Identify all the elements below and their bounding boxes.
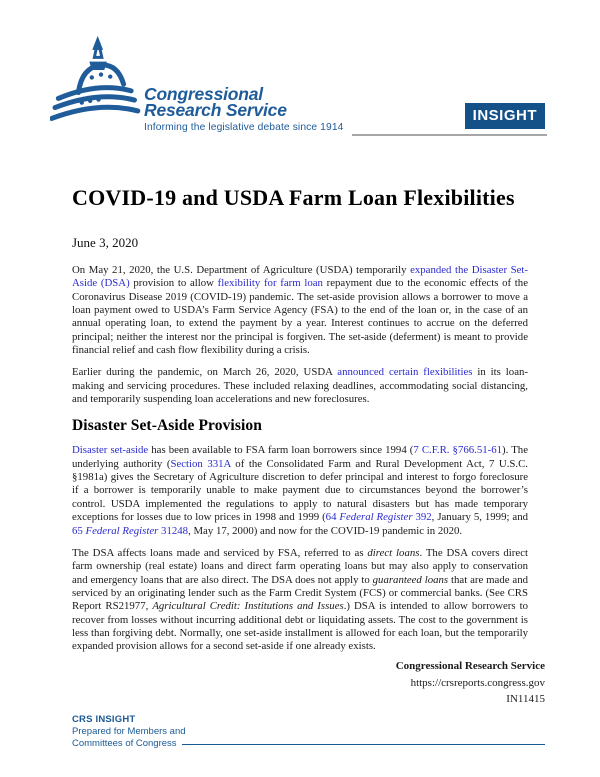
inline-link[interactable]: Disaster set-aside bbox=[72, 444, 149, 457]
inline-link[interactable]: 392 bbox=[412, 511, 432, 524]
text-segment: repayment due to the economic effects of the Coronavirus Disease 2019 (COVID-19) pandemic. The set-aside provision allows a borrower to move a loan payment owed to USDA’s Farm Service Agency (FSA) to the end of the loan or, in the case of an annual operating loan, to extend the payment by a year. Interest continues to accrue on the deferred principal; neither the interest nor the principal is forgiven. The set-aside (deferment) is meant to provide financial relief and cash flow flexibility during a crisis. bbox=[72, 277, 528, 357]
text-segment: that are made and serviced by an originating lender such as the Farm Credit System (FCS) or commercial banks. (See CRS Report RS21977, bbox=[72, 573, 529, 613]
text-segment: of the Consolidated Farm and Rural Development Act, 7 U.S.C. §1981a) gives the Secretary of Agriculture discretion to defer principal and interest to forgo foreclosure if a borrower is temporarily unable to make payment due to circumstances beyond the borrower’s control. USDA implemented the regulations to apply to natural disasters but has made temporary exceptions for losses due to low prices in 1998 and 1999 ( bbox=[72, 457, 528, 524]
footer-url-link[interactable]: https://crsreports.congress.gov bbox=[410, 676, 545, 689]
logo-word-research-service: Research Service bbox=[144, 99, 287, 120]
document-footer bbox=[396, 658, 545, 708]
inline-link[interactable]: 7 C.F.R. §766.51-61 bbox=[413, 444, 503, 457]
text-segment: , May 17, 2000) and now for the COVID-19 pandemic in 2020. bbox=[188, 524, 463, 537]
text-segment: .) DSA is intended to allow borrowers to recover from losses without incurring additional debt or liquidating assets. The cost to the government is less than forgiving debt. Normally, one set-aside installment is allowed for each loan, but the temporarily expanded provision allows for a second set-aside if one already exists. bbox=[72, 600, 528, 653]
section-heading: Disaster Set-Aside Provision bbox=[72, 417, 262, 435]
footer-committees-row bbox=[72, 738, 545, 750]
paragraph-dsa-1 bbox=[72, 444, 528, 537]
footer-doc-id: IN11415 bbox=[506, 693, 545, 705]
footer-committees-label: Committees of Congress bbox=[72, 738, 177, 749]
text-segment: direct loans bbox=[367, 546, 420, 559]
text-segment: provision to allow bbox=[129, 277, 218, 290]
page-title: COVID-19 and USDA Farm Loan Flexibilities bbox=[72, 185, 515, 210]
text-segment: , January 5, 1999; and bbox=[431, 511, 529, 524]
footer-crs-insight-label: CRS INSIGHT bbox=[72, 714, 136, 725]
inline-link[interactable]: 64 bbox=[325, 511, 340, 524]
inline-link[interactable]: 31248 bbox=[158, 524, 189, 537]
insight-badge: INSIGHT bbox=[465, 103, 545, 129]
paragraph-dsa-2 bbox=[72, 547, 528, 654]
text-segment: guaranteed loans bbox=[372, 573, 449, 586]
text-segment: ). The underlying authority ( bbox=[72, 444, 528, 470]
inline-link[interactable]: announced certain flexibilities bbox=[337, 366, 473, 379]
text-segment: in its loan-making and servicing procedures. These included relaxing deadlines, accommodating social distancing, and temporarily suspending loan accelerations and new foreclosures. bbox=[72, 366, 528, 406]
text-segment: Agricultural Credit: Institutions and Issues bbox=[152, 600, 344, 613]
text-segment: On May 21, 2020, the U.S. Department of Agriculture (USDA) temporarily bbox=[72, 264, 411, 276]
footer-rule bbox=[182, 744, 545, 745]
crs-logotype bbox=[144, 84, 344, 136]
paragraph-intro-1 bbox=[72, 264, 528, 357]
logo-tagline: Informing the legislative debate since 1914 bbox=[144, 122, 344, 133]
inline-link[interactable]: 65 bbox=[72, 524, 86, 537]
text-segment: Earlier during the pandemic, on March 26, 2020, USDA bbox=[72, 366, 338, 379]
article-body bbox=[0, 185, 600, 654]
footer-bottom bbox=[72, 714, 545, 750]
inline-link[interactable]: expanded the Disaster Set-Aside (DSA) bbox=[72, 264, 528, 290]
inline-link[interactable]: flexibility for farm loan bbox=[217, 277, 323, 290]
logo-word-congressional: Congressional bbox=[144, 84, 263, 104]
capitol-dome-icon bbox=[50, 34, 142, 136]
footer-prepared-line: Prepared for Members and bbox=[72, 726, 186, 737]
article-date: June 3, 2020 bbox=[72, 235, 139, 250]
inline-link[interactable]: Federal Register bbox=[85, 524, 159, 537]
footer-org-name: Congressional Research Service bbox=[395, 660, 545, 672]
inline-link[interactable]: Section 331A bbox=[170, 457, 231, 470]
crs-logo bbox=[50, 34, 344, 136]
inline-link[interactable]: Federal Register bbox=[339, 511, 413, 524]
text-segment: The DSA affects loans made and serviced by FSA, referred to as bbox=[72, 546, 368, 559]
text-segment: has been available to FSA farm loan borrowers since 1994 ( bbox=[148, 444, 414, 457]
text-segment: . The DSA covers direct farm ownership (real estate) loans and direct farm operating loans but may also apply to conservation and emergency loans that are also direct. The DSA does not apply to bbox=[72, 546, 528, 586]
header bbox=[0, 0, 600, 152]
paragraph-intro-2 bbox=[72, 366, 528, 406]
header-rule bbox=[352, 134, 547, 136]
